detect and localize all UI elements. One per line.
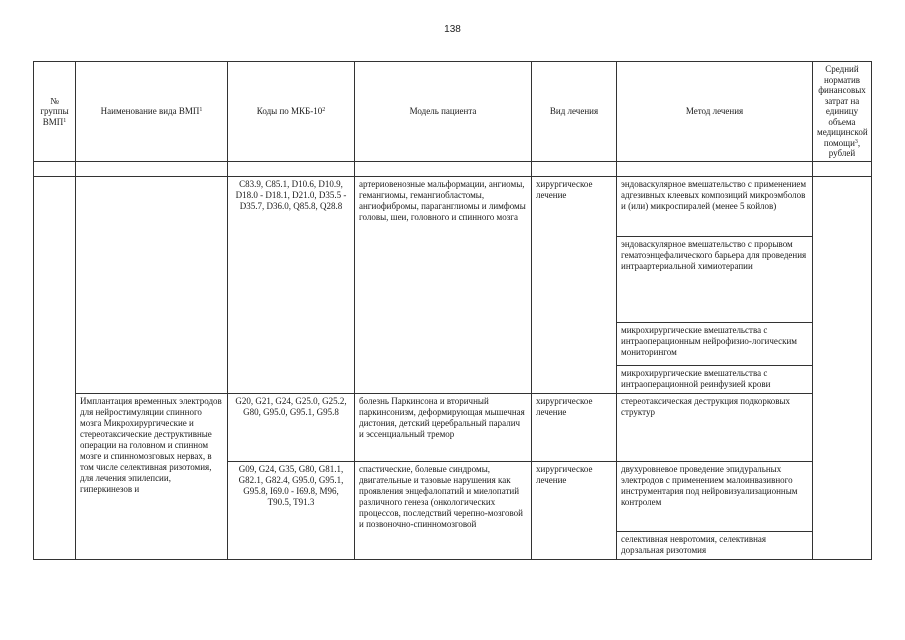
treatment-method-cell: двухуровневое проведение эпидуральных электродов с применением малоинвазивного инструментария под нейровизуализационным контролем xyxy=(617,461,813,531)
header-row xyxy=(34,62,872,162)
table-row xyxy=(34,393,872,461)
treatment-method-cell: микрохирургические вмешательства с интраоперационной реинфузией крови xyxy=(617,365,813,393)
treatment-type-cell: хирургическое лечение xyxy=(532,393,617,461)
header-vmp-name: Наименование вида ВМП$^1$ xyxy=(76,62,228,162)
header-treatment-type: Вид лечения xyxy=(532,62,617,162)
treatment-type-cell: хирургическое лечение xyxy=(532,176,617,393)
patient-model-cell: артериовенозные мальформации, ангиомы, гемангиомы, гемангиобластомы, ангиофибромы, параганглиомы и лимфомы головы, шеи, головного и спинного мозга xyxy=(355,176,532,393)
vmp-name-cell xyxy=(76,176,228,393)
treatment-method-cell: эндоваскулярное вмешательство с применением адгезивных клеевых композиций микроэмболов и (или) микроспиралей (менее 5 койлов) xyxy=(617,176,813,236)
treatment-method-cell: микрохирургические вмешательства с интраоперационным нейрофизио-логическим мониторингом xyxy=(617,322,813,365)
vmp-table xyxy=(33,61,872,560)
header-group-no: № группы ВМП$^1$ xyxy=(34,62,76,162)
icd-codes-cell: G09, G24, G35, G80, G81.1, G82.1, G82.4, G95.0, G95.1, G95.8, I69.0 - I69.8, M96, T90.5, T91.3 xyxy=(228,461,355,559)
page-number: 138 xyxy=(444,24,461,35)
treatment-method-cell: эндоваскулярное вмешательство с прорывом гематоэнцефалического барьера для проведения интраартериальной химиотерапии xyxy=(617,236,813,322)
patient-model-cell: болезнь Паркинсона и вторичный паркинсонизм, деформирующая мышечная дистония, детский церебральный паралич и эссенциальный тремор xyxy=(355,393,532,461)
treatment-type-cell: хирургическое лечение xyxy=(532,461,617,559)
patient-model-cell: спастические, болевые синдромы, двигательные и тазовые нарушения как проявления энцефалопатий и миелопатий различного генеза (онкологических процессов, последствий черепно-мозговой и позвоночно-спинномозговой xyxy=(355,461,532,559)
header-patient-model: Модель пациента xyxy=(355,62,532,162)
table-row xyxy=(34,176,872,236)
group-no-cell xyxy=(34,176,76,559)
treatment-method-cell: стереотаксическая деструкция подкорковых структур xyxy=(617,393,813,461)
avg-cost-cell xyxy=(813,176,872,559)
spacer-row xyxy=(34,161,872,176)
icd-codes-cell: G20, G21, G24, G25.0, G25.2, G80, G95.0, G95.1, G95.8 xyxy=(228,393,355,461)
treatment-method-cell: селективная невротомия, селективная дорзальная ризотомия xyxy=(617,531,813,559)
icd-codes-cell: C83.9, C85.1, D10.6, D10.9, D18.0 - D18.1, D21.0, D35.5 - D35.7, D36.0, Q85.8, Q28.8 xyxy=(228,176,355,393)
header-treatment-method: Метод лечения xyxy=(617,62,813,162)
header-icd-codes: Коды по МКБ-$10^2$ xyxy=(228,62,355,162)
vmp-name-cell: Имплантация временных электродов для нейростимуляции спинного мозга Микрохирургические и стереотаксические деструктивные операции на головном и спинном мозге и спинномозговых нервах, в том числе селективная ризотомия, для лечения эпилепсии, гиперкинезов и xyxy=(76,393,228,559)
header-avg-cost: Средний норматив финансовых затрат на единицу объема медицинской помощи$^3$, рублей xyxy=(813,62,872,162)
